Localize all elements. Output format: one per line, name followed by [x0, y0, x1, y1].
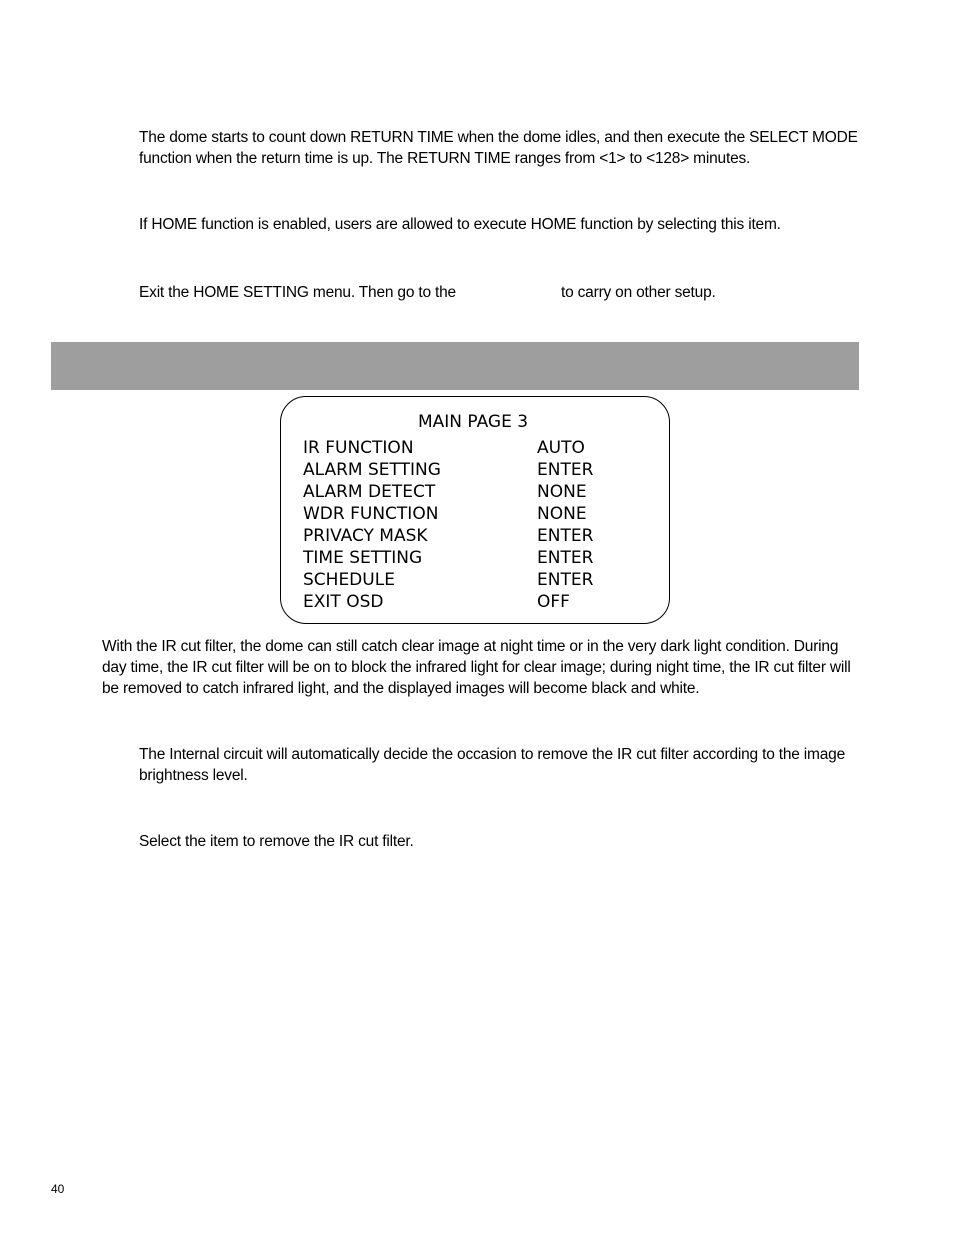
- osd-row-ir-function: [281, 437, 669, 459]
- osd-row-value: ENTER: [537, 526, 594, 546]
- osd-row-label: SCHEDULE: [303, 570, 395, 590]
- osd-row-wdr-function: [281, 503, 669, 525]
- osd-menu-title: MAIN PAGE 3: [417, 412, 529, 432]
- ir-auto-paragraph: The Internal circuit will automatically decide the occasion to remove the IR cut filter according to the image brightness level.: [139, 746, 845, 784]
- exit-paragraph-part2: to carry on other setup.: [561, 284, 716, 301]
- osd-row-alarm-setting: [281, 459, 669, 481]
- osd-row-time-setting: [281, 547, 669, 569]
- section-header-bar: [51, 342, 859, 390]
- osd-row-exit-osd: [281, 591, 669, 613]
- osd-row-label: TIME SETTING: [303, 548, 423, 568]
- osd-row-value: OFF: [537, 592, 570, 612]
- osd-row-label: ALARM DETECT: [303, 482, 436, 502]
- osd-row-value: ENTER: [537, 460, 594, 480]
- osd-row-label: EXIT OSD: [303, 592, 384, 612]
- osd-row-label: IR FUNCTION: [303, 438, 414, 458]
- osd-row-value: NONE: [537, 504, 587, 524]
- ir-intro-paragraph: With the IR cut filter, the dome can still catch clear image at night time or in the very dark light condition. During day time, the IR cut filter will be on to block the infrared light for clear image; during night time, the IR cut filter will be removed to catch infrared light, and the displayed images will become black and white.: [102, 638, 851, 697]
- osd-row-label: PRIVACY MASK: [303, 526, 428, 546]
- osd-row-value: NONE: [537, 482, 587, 502]
- return-time-paragraph: The dome starts to count down RETURN TIME when the dome idles, and then execute the SELECT MODE function when the return time is up. The RETURN TIME ranges from <1> to <128> minutes.: [139, 129, 858, 167]
- home-execute-paragraph: If HOME function is enabled, users are allowed to execute HOME function by selecting this item.: [139, 216, 781, 233]
- osd-row-value: ENTER: [537, 570, 594, 590]
- ir-select-paragraph: Select the item to remove the IR cut filter.: [139, 833, 414, 850]
- osd-row-value: AUTO: [537, 438, 585, 458]
- osd-menu-main-page-3: [280, 396, 670, 624]
- osd-row-value: ENTER: [537, 548, 594, 568]
- exit-paragraph-part1: Exit the HOME SETTING menu. Then go to the: [139, 284, 456, 301]
- page-number: 40: [51, 1182, 65, 1196]
- osd-row-schedule: [281, 569, 669, 591]
- osd-row-alarm-detect: [281, 481, 669, 503]
- osd-row-label: ALARM SETTING: [303, 460, 441, 480]
- osd-row-label: WDR FUNCTION: [303, 504, 439, 524]
- osd-row-privacy-mask: [281, 525, 669, 547]
